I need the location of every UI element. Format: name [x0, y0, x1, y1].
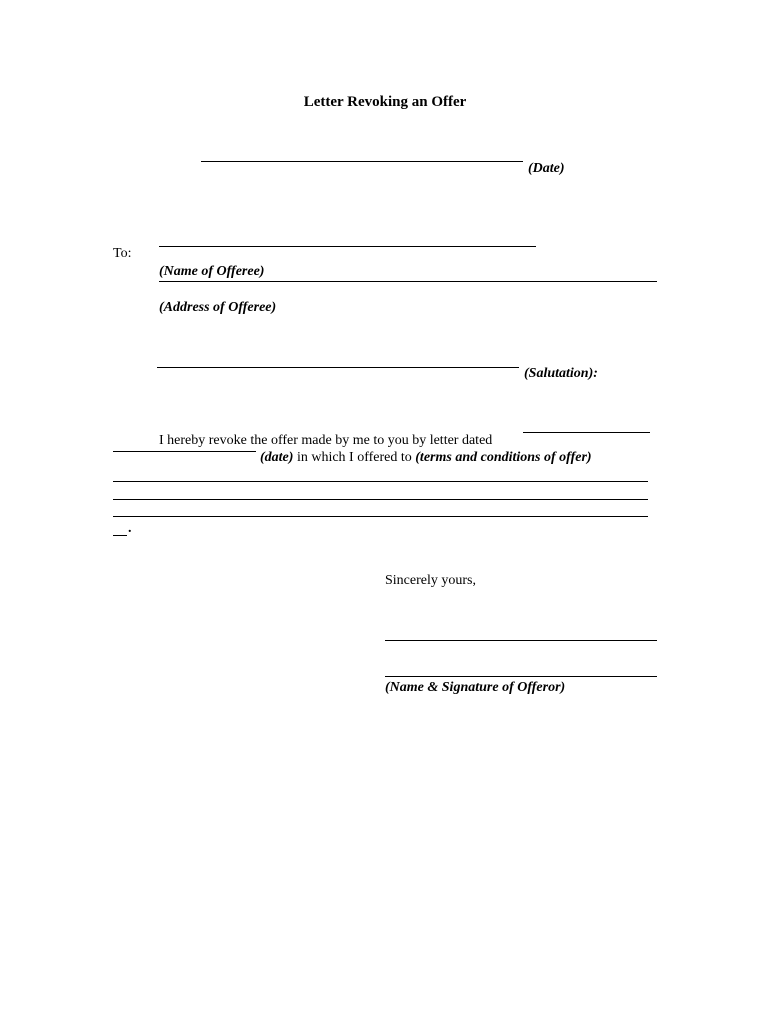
offeree-name-line[interactable]: [159, 246, 536, 247]
offeree-name-label: (Name of Offeree): [159, 264, 265, 279]
date-label: (Date): [528, 161, 565, 176]
document-title: Letter Revoking an Offer: [303, 94, 467, 110]
salutation-line[interactable]: [157, 367, 519, 368]
offeree-address-label: (Address of Offeree): [159, 300, 277, 315]
offeree-address-line[interactable]: [159, 281, 657, 282]
signature-line-2[interactable]: [385, 676, 657, 677]
salutation-label: (Salutation):: [524, 366, 598, 381]
body-middle-text: in which I offered to: [296, 450, 412, 465]
signature-line-1[interactable]: [385, 640, 657, 641]
body-second-line: [260, 450, 592, 466]
body-terms-label: (terms and conditions of offer): [415, 450, 592, 465]
terms-line-2[interactable]: [113, 499, 648, 500]
to-label: To:: [113, 246, 132, 261]
terms-line-3[interactable]: [113, 516, 648, 517]
terms-line-4[interactable]: [113, 535, 127, 536]
body-date-label: (date): [260, 450, 294, 465]
letter-date-line[interactable]: [523, 432, 650, 433]
closing-text: Sincerely yours,: [385, 573, 476, 588]
letter-date-line-continued[interactable]: [113, 451, 256, 452]
terms-line-1[interactable]: [113, 481, 648, 482]
signature-label: (Name & Signature of Offeror): [385, 680, 566, 695]
body-intro-text: I hereby revoke the offer made by me to you by letter dated: [159, 433, 493, 448]
date-line[interactable]: [201, 161, 523, 162]
body-end-period: .: [128, 521, 132, 536]
